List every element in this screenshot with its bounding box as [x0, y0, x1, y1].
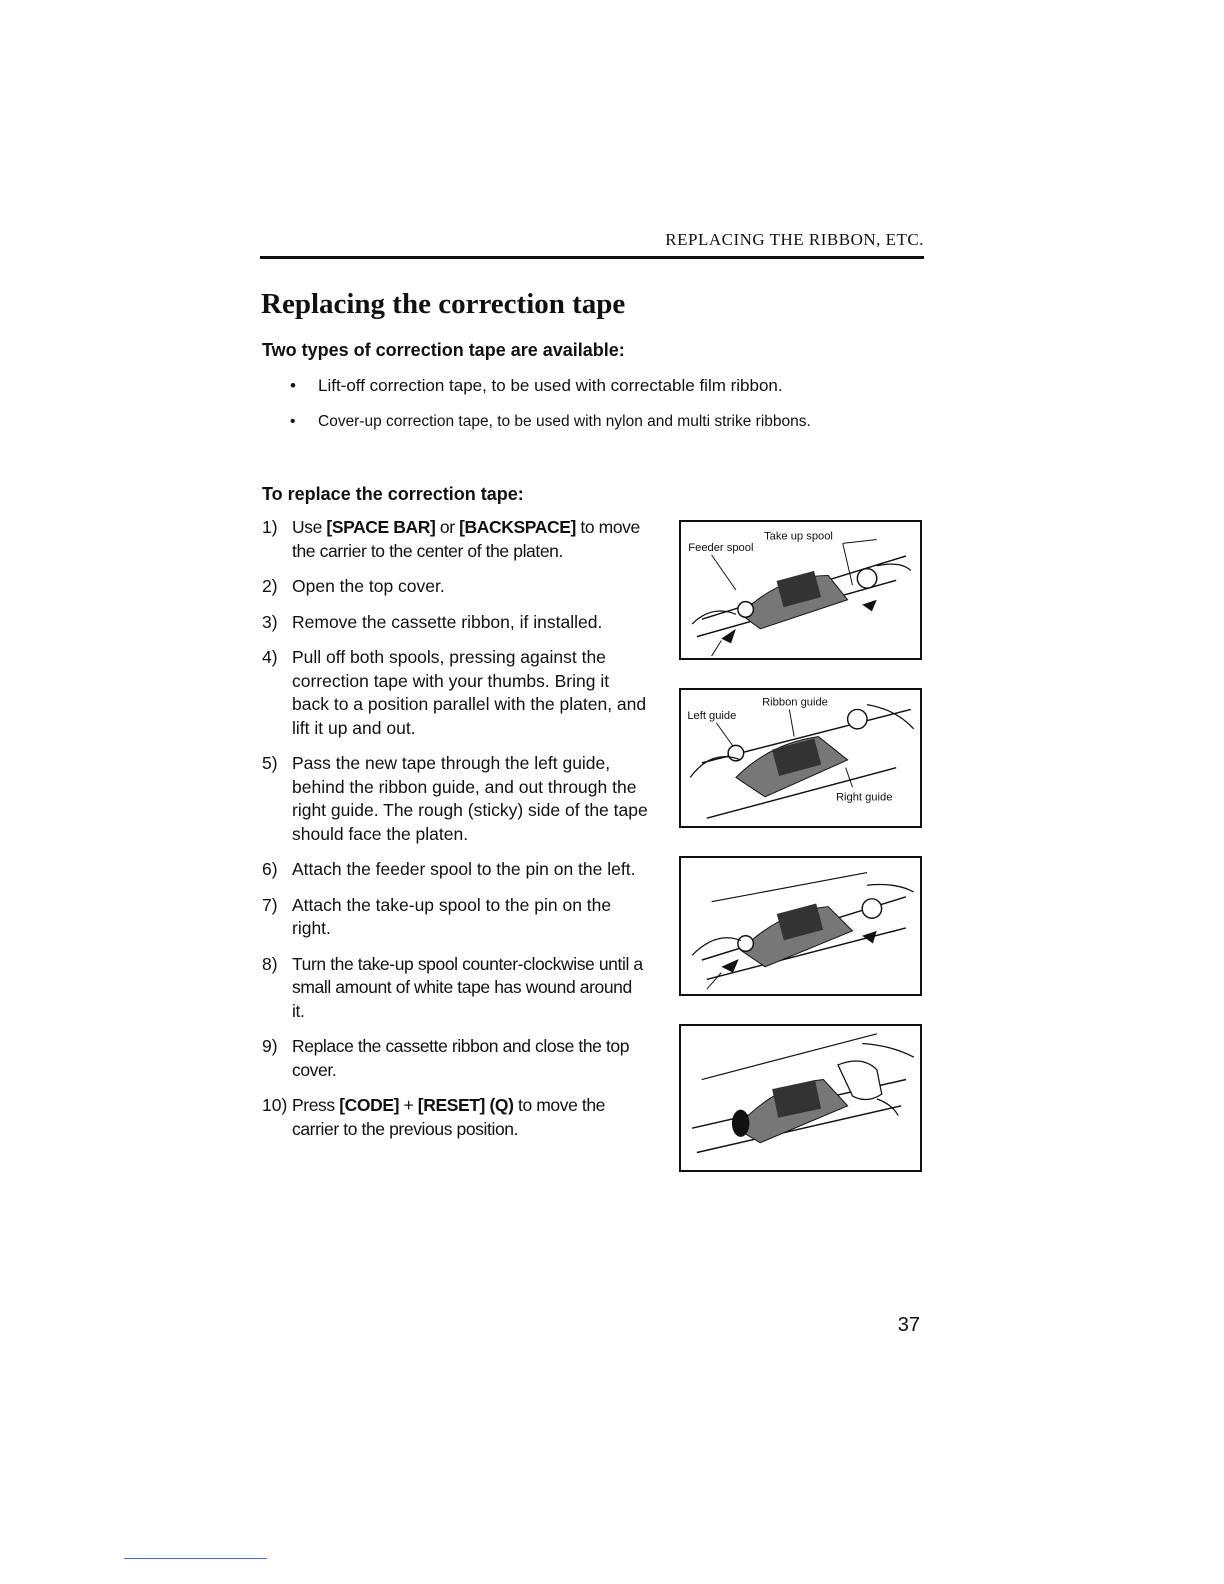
header-rule: [260, 256, 924, 259]
step-number: 4): [262, 647, 278, 667]
list-item: [290, 413, 811, 431]
types-heading: Two types of correction tape are available:: [262, 340, 625, 360]
label-right-guide: Right guide: [835, 791, 893, 804]
figure-thread-tape: [679, 688, 922, 828]
step-text: Remove the cassette ribbon, if installed.: [292, 611, 603, 632]
step-text: Open the top cover.: [292, 576, 445, 596]
step-item: [262, 646, 652, 740]
step-item: [262, 611, 652, 635]
step-text: Press [CODE] + [RESET] (Q) to move the carrier to the previous position.: [292, 1095, 606, 1139]
step-number: 8): [262, 953, 278, 974]
spools-illustration: [681, 858, 920, 994]
take-up-illustration: [681, 1026, 920, 1170]
step-number: 9): [262, 1036, 278, 1056]
step-number: 5): [262, 753, 278, 773]
figure-attach-spools: [679, 856, 922, 996]
page-number: 37: [897, 1314, 920, 1336]
list-item: [290, 376, 783, 396]
label-feeder-spool: Feeder spool: [688, 542, 754, 555]
label-ribbon-guide: Ribbon guide: [762, 696, 828, 709]
carrier-illustration: [681, 522, 920, 658]
page-title: Replacing the correction tape: [261, 288, 626, 320]
bullet-text: Cover-up correction tape, to be used with nylon and multi strike ribbons.: [318, 413, 811, 430]
bullet-icon: •: [290, 376, 296, 395]
step-number: 2): [262, 576, 278, 596]
guides-illustration: [681, 690, 920, 826]
footer-rule: [124, 1558, 267, 1559]
step-item: [262, 516, 652, 563]
figure-turn-take-up-spool: [679, 1024, 922, 1172]
bullet-text: Lift-off correction tape, to be used with correctable film ribbon.: [318, 376, 783, 395]
step-number: 3): [262, 611, 278, 632]
label-take-up-spool: Take up spool: [764, 530, 833, 543]
step-item: [262, 953, 652, 1024]
bullet-icon: •: [290, 413, 296, 430]
step-text: Attach the feeder spool to the pin on the left.: [292, 859, 636, 879]
step-number: 10): [262, 1095, 288, 1115]
step-item: [262, 1035, 652, 1082]
figure-remove-spools: [679, 520, 922, 660]
step-text: Pull off both spools, pressing against the correction tape with your thumbs. Bring it back to a position parallel with the platen, and lift it up and out.: [292, 647, 647, 738]
step-text: Attach the take-up spool to the pin on the right.: [292, 894, 612, 938]
step-item: [262, 894, 652, 941]
step-text: Pass the new tape through the left guide, behind the ribbon guide, and out through the right guide. The rough (sticky) side of the tape should face the platen.: [292, 753, 648, 844]
step-item: [262, 858, 652, 882]
steps-list: [262, 516, 652, 1153]
step-item: [262, 1094, 652, 1141]
step-text: Replace the cassette ribbon and close the top cover.: [292, 1036, 630, 1080]
step-number: 6): [262, 859, 278, 879]
step-text: Use [SPACE BAR] or [BACKSPACE] to move the carrier to the center of the platen.: [292, 517, 640, 561]
running-header: REPLACING THE RIBBON, ETC.: [665, 230, 924, 249]
step-text: Turn the take-up spool counter-clockwise until a small amount of white tape has wound around it.: [292, 953, 643, 1021]
step-item: [262, 752, 652, 846]
step-number: 7): [262, 894, 278, 915]
step-number: 1): [262, 517, 278, 537]
label-left-guide: Left guide: [687, 710, 737, 723]
procedure-heading: To replace the correction tape:: [262, 484, 524, 504]
step-item: [262, 575, 652, 599]
